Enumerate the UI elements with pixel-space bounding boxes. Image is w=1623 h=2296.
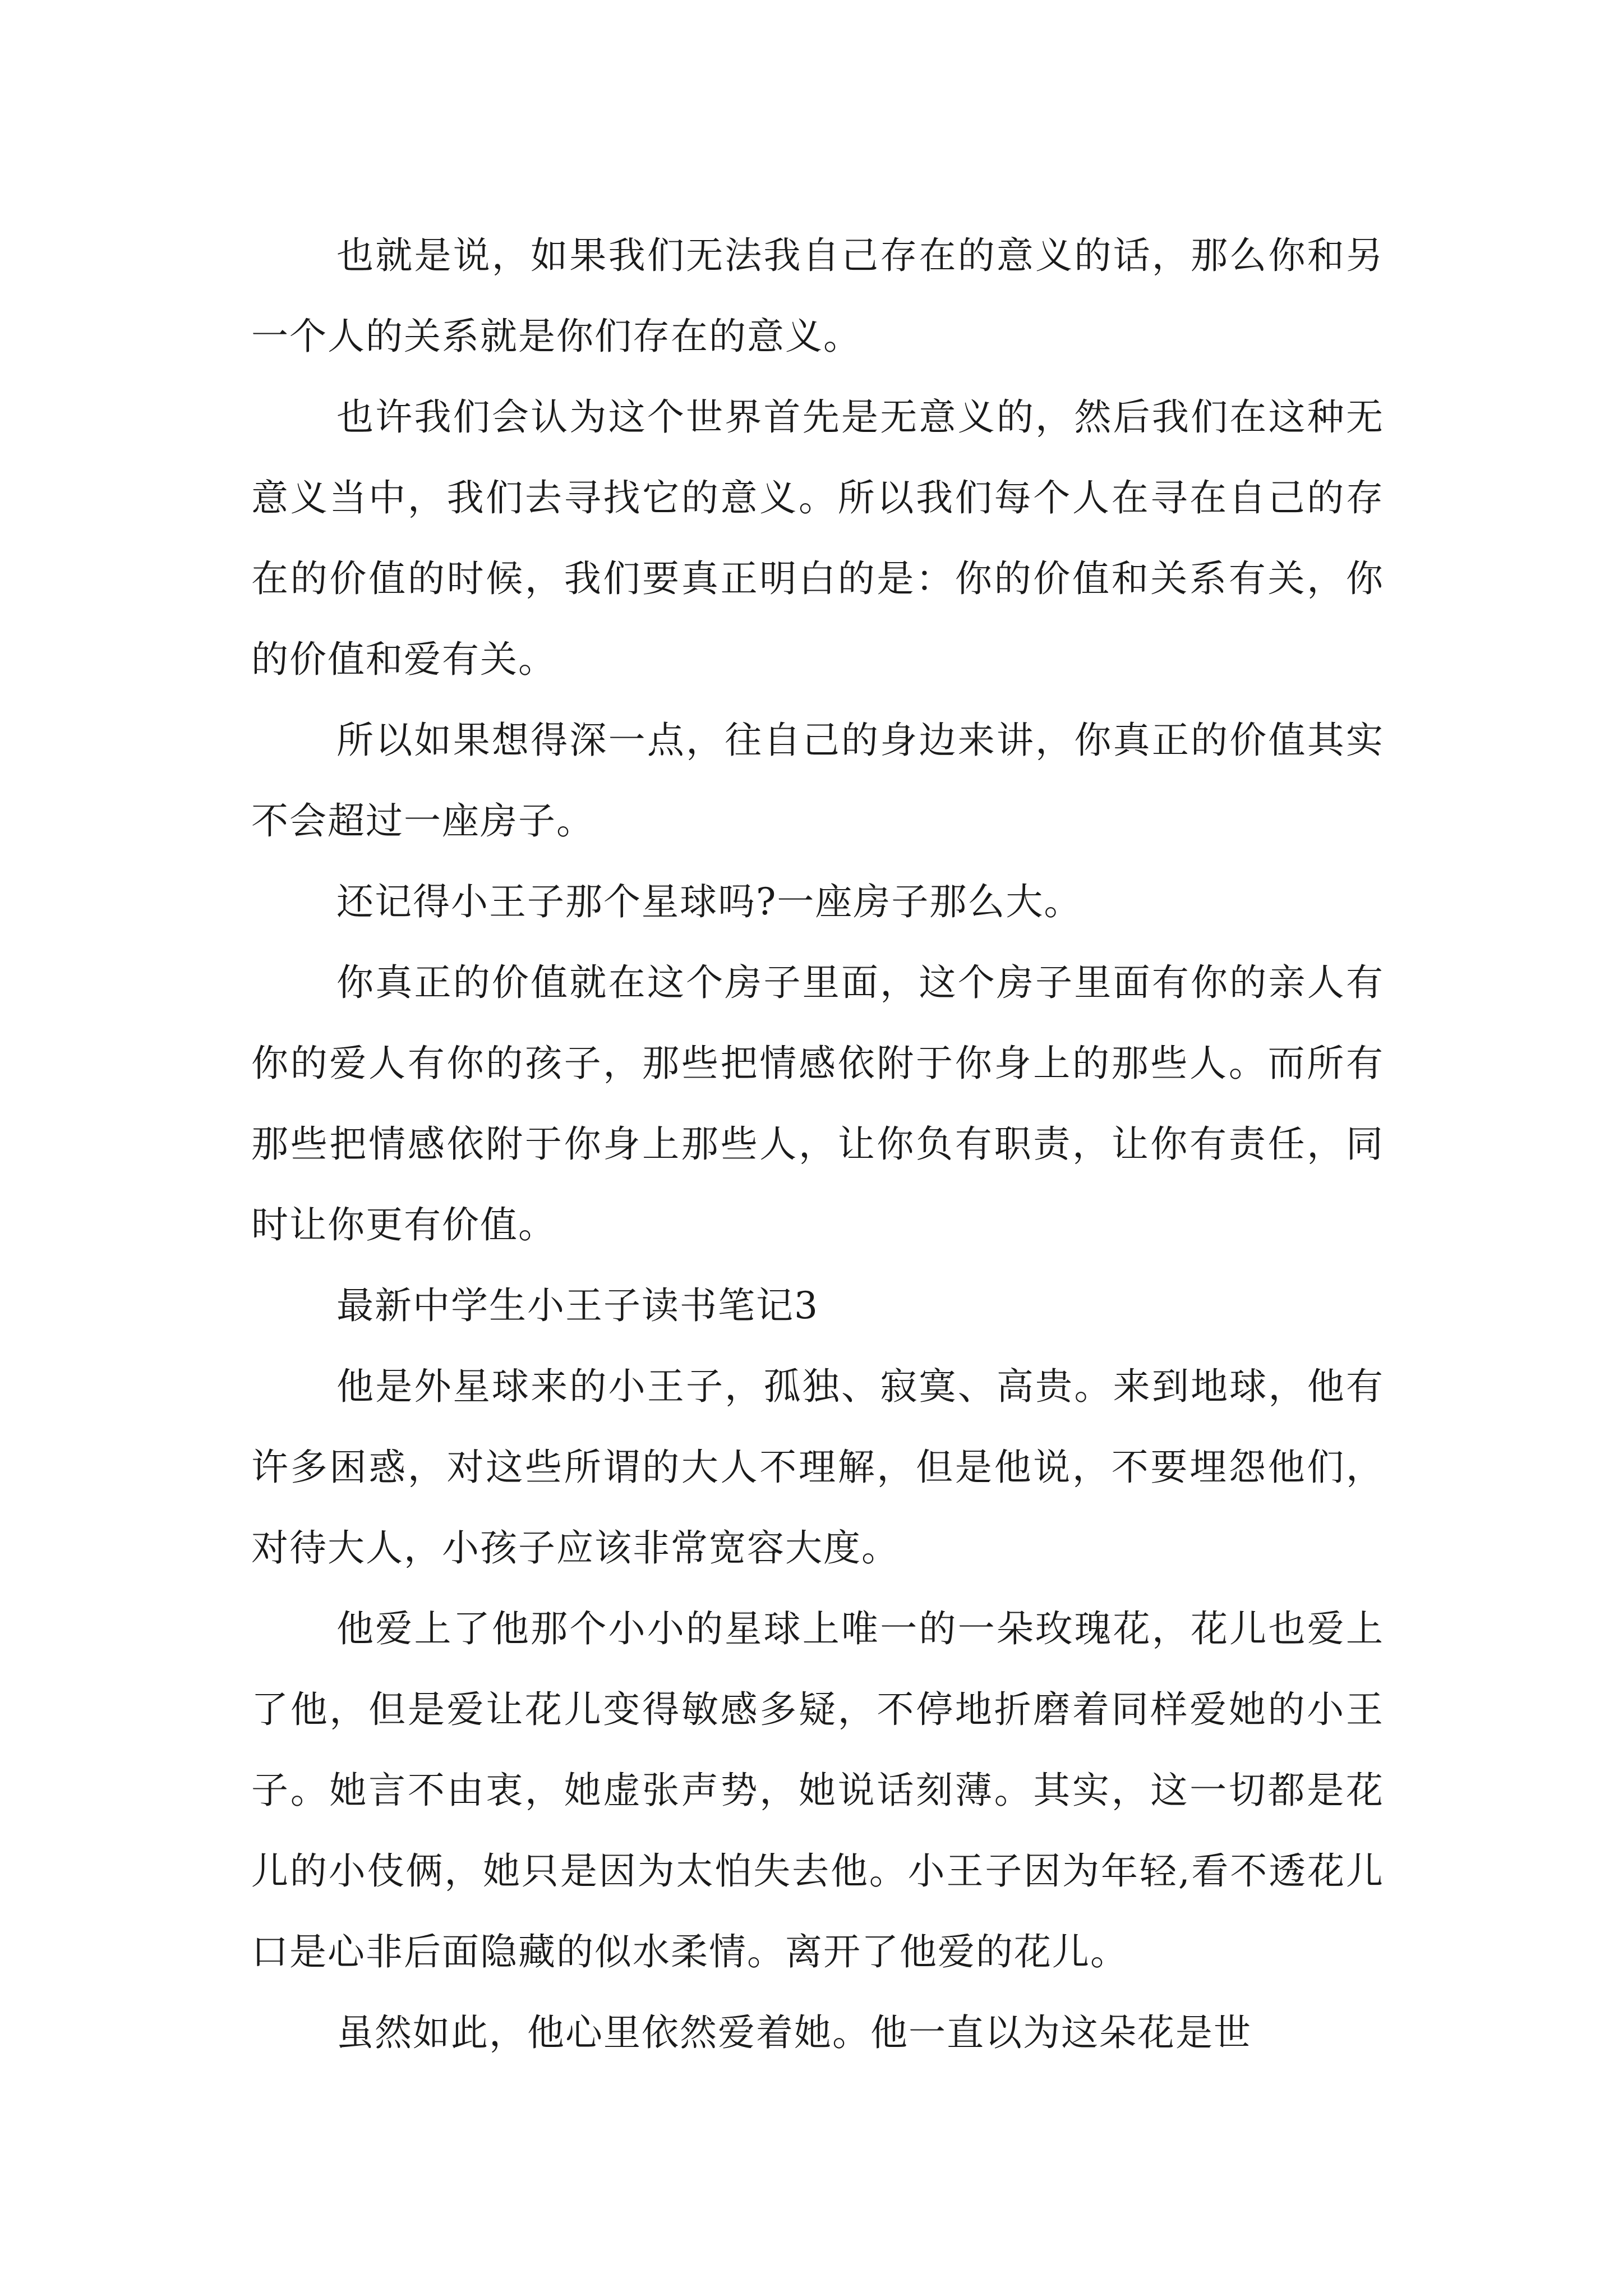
- paragraph: 也就是说，如果我们无法我自己存在的意义的话，那么你和另一个人的关系就是你们存在的意义。: [251, 234, 1384, 358]
- document-body: [251, 215, 1384, 2073]
- section-heading: 最新中学生小王子读书笔记3: [336, 1284, 819, 1327]
- paragraph: 也许我们会认为这个世界首先是无意义的，然后我们在这种无意义当中，我们去寻找它的意义。所以我们每个人在寻在自己的存在的价值的时候，我们要真正明白的是：你的价值和关系有关，你的价值和爱有关。: [251, 395, 1384, 681]
- paragraph: 他是外星球来的小王子，孤独、寂寞、高贵。来到地球，他有许多困惑，对这些所谓的大人不理解，但是他说，不要埋怨他们，对待大人，小孩子应该非常宽容大度。: [251, 1365, 1384, 1570]
- paragraph: 虽然如此，他心里依然爱着她。他一直以为这朵花是世: [336, 2011, 1252, 2054]
- paragraph: 所以如果想得深一点，往自己的身边来讲，你真正的价值其实不会超过一座房子。: [251, 719, 1384, 843]
- paragraph: 你真正的价值就在这个房子里面，这个房子里面有你的亲人有你的爱人有你的孩子，那些把情感依附于你身上的那些人。而所有那些把情感依附于你身上那些人，让你负有职责，让你有责任，同时让你更有价值。: [251, 961, 1384, 1246]
- paragraph: 他爱上了他那个小小的星球上唯一的一朵玫瑰花，花儿也爱上了他，但是爱让花儿变得敏感多疑，不停地折磨着同样爱她的小王子。她言不由衷，她虚张声势，她说话刻薄。其实，这一切都是花儿的小伎俩，她只是因为太怕失去他。小王子因为年轻,看不透花儿口是心非后面隐藏的似水柔情。离开了他爱的花儿。: [251, 1607, 1384, 1973]
- paragraph: 还记得小王子那个星球吗?一座房子那么大。: [336, 880, 1082, 923]
